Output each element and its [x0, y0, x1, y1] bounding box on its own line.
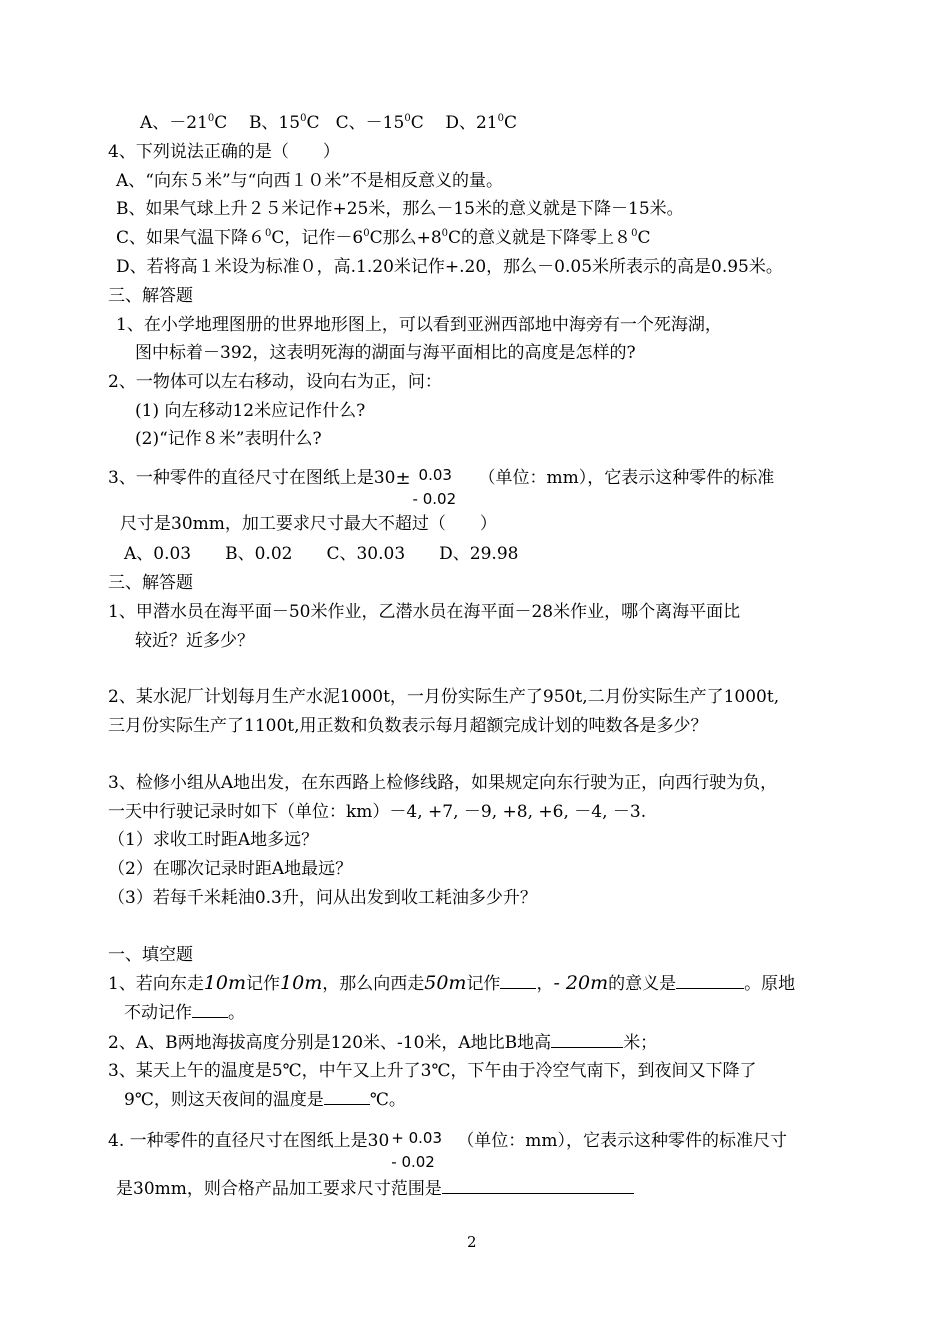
option-c: C、－15 — [335, 113, 405, 133]
question-line: 一天中行驶记录时如下（单位：km）－4, +7, －9, +8, +6, －4, －3. — [108, 802, 647, 822]
degree-sup: 0 — [631, 228, 638, 239]
fill-question-2 — [108, 1031, 657, 1054]
question-line: 1、在小学地理图册的世界地形图上，可以看到亚洲西部地中海旁有一个死海湖， — [116, 315, 722, 335]
q4-option-a: A、“向东５米”与“向西１０米”不是相反意义的量。 — [116, 171, 504, 191]
option-b: B、15 — [248, 113, 301, 133]
q4-option-b: B、如果气球上升２５米记作+25米，那么－15米的意义就是下降－15米。 — [116, 199, 684, 219]
math-term: 10m — [280, 972, 323, 994]
text: （单位：mm），它表示这种零件的标准尺寸 — [457, 1131, 788, 1151]
q4-option-c — [116, 227, 650, 249]
degree-sup: 0 — [300, 113, 307, 124]
text: ℃。 — [369, 1090, 406, 1110]
question-line: 3、检修小组从A地出发，在东西路上检修线路，如果规定向东行驶为正，向西行驶为负， — [108, 773, 778, 793]
plus-minus: ± — [395, 467, 411, 489]
text: 是30mm，则合格产品加工要求尺寸范围是 — [116, 1179, 442, 1199]
question-line: (2)“记作８米”表明什么? — [135, 429, 322, 449]
question-line: 较近？近多少？ — [135, 631, 254, 651]
text: 记作 — [246, 974, 281, 994]
text: ， — [536, 974, 554, 994]
lower-tolerance: - 0.02 — [391, 1152, 435, 1171]
text: 记作 — [466, 974, 501, 994]
degree-sup: 0 — [265, 228, 272, 239]
question-line: 2、一物体可以左右移动，设向右为正，问： — [108, 372, 442, 392]
math-term: 10m — [203, 972, 247, 994]
option-d: D、21 — [445, 113, 498, 133]
unit: C — [503, 113, 517, 133]
answer-blank[interactable] — [676, 972, 744, 989]
degree-sup: 0 — [497, 113, 504, 124]
upper-tolerance: 0.03 — [418, 465, 452, 484]
tolerance-fraction — [412, 459, 473, 508]
question-line: 三月份实际生产了1100t,用正数和负数表示每月超额完成计划的吨数各是多少？ — [108, 716, 708, 736]
answer-blank[interactable] — [500, 972, 536, 989]
option-a: A、－21 — [140, 113, 208, 133]
question-line: 1、甲潜水员在海平面－50米作业，乙潜水员在海平面－28米作业，哪个离海平面比 — [108, 602, 741, 622]
lower-tolerance: - 0.02 — [412, 489, 457, 508]
degree-sup: 0 — [363, 228, 370, 239]
section-title: 一、填空题 — [108, 945, 193, 965]
text: C，记作－6 — [271, 228, 364, 248]
text: 米； — [623, 1033, 658, 1053]
tolerance-fraction — [391, 1122, 451, 1171]
fill-question-1 — [108, 970, 795, 997]
math-term: 50m — [424, 972, 467, 994]
answer-blank[interactable] — [324, 1088, 370, 1105]
answer-blank[interactable] — [442, 1177, 634, 1194]
page-number: 2 — [467, 1233, 477, 1251]
question-line-tolerance — [108, 458, 775, 508]
question-line: 尺寸是30mm，加工要求尺寸最大不超过（ ） — [120, 514, 497, 534]
unit: C — [410, 113, 424, 133]
degree-sup: 0 — [404, 113, 411, 124]
text: 。原地 — [744, 974, 796, 994]
fill-question-1-cont — [124, 1001, 245, 1024]
fill-question-4 — [108, 1121, 788, 1171]
question-line: (1) 向左移动12米应记作什么? — [135, 401, 366, 421]
answer-blank[interactable] — [192, 1001, 228, 1018]
text: 3、一种零件的直径尺寸在图纸上是30 — [108, 468, 396, 488]
text: C那么+8 — [369, 228, 442, 248]
fill-question-3-cont — [124, 1088, 406, 1111]
question-options: A、0.03 B、0.02 C、30.03 D、29.98 — [124, 544, 519, 564]
text: 的意义是 — [608, 974, 677, 994]
section-title: 三、解答题 — [108, 573, 193, 593]
question-line: 图中标着－392，这表明死海的湖面与海平面相比的高度是怎样的? — [135, 343, 636, 363]
section-title: 三、解答题 — [108, 286, 193, 306]
text: C — [637, 228, 651, 248]
sub-question: （2）在哪次记录时距A地最远？ — [108, 859, 353, 879]
q4-option-d: D、若将高１米设为标准０，高.1.20米记作+.20，那么－0.05米所表示的高是0.95米。 — [116, 257, 783, 277]
q4-stem: 4、下列说法正确的是（ ） — [108, 142, 340, 162]
question-line: 2、某水泥厂计划每月生产水泥1000t，一月份实际生产了950t,二月份实际生产了1000t, — [108, 687, 780, 707]
q3-options — [140, 112, 517, 134]
sub-question: （1）求收工时距A地多远？ — [108, 830, 319, 850]
degree-sup: 0 — [441, 228, 449, 239]
text: 9℃，则这天夜间的温度是 — [124, 1090, 324, 1110]
unit: C — [214, 113, 228, 133]
upper-tolerance: + 0.03 — [391, 1128, 443, 1147]
text: 2、A、B两地海拔高度分别是120米、-10米，A地比B地高 — [108, 1033, 552, 1053]
text: 不动记作 — [124, 1003, 192, 1023]
text: C、如果气温下降６ — [116, 228, 266, 248]
sub-question: （3）若每千米耗油0.3升，问从出发到收工耗油多少升？ — [108, 888, 537, 908]
degree-sup: 0 — [207, 113, 215, 124]
math-term: - 20m — [553, 972, 609, 994]
text: 1、若向东走 — [108, 974, 204, 994]
unit: C — [306, 113, 320, 133]
text: C的意义就是下降零上８ — [448, 228, 632, 248]
fill-question-4-cont — [116, 1177, 634, 1200]
answer-blank[interactable] — [551, 1031, 623, 1048]
text: 4. 一种零件的直径尺寸在图纸上是30 — [108, 1131, 390, 1151]
text: ，那么向西走 — [322, 974, 425, 994]
text: （单位：mm），它表示这种零件的标准 — [478, 468, 775, 488]
text: 。 — [228, 1003, 245, 1023]
fill-question-3: 3、某天上午的温度是5℃，中午又上升了3℃，下午由于冷空气南下，到夜间又下降了 — [108, 1061, 757, 1081]
